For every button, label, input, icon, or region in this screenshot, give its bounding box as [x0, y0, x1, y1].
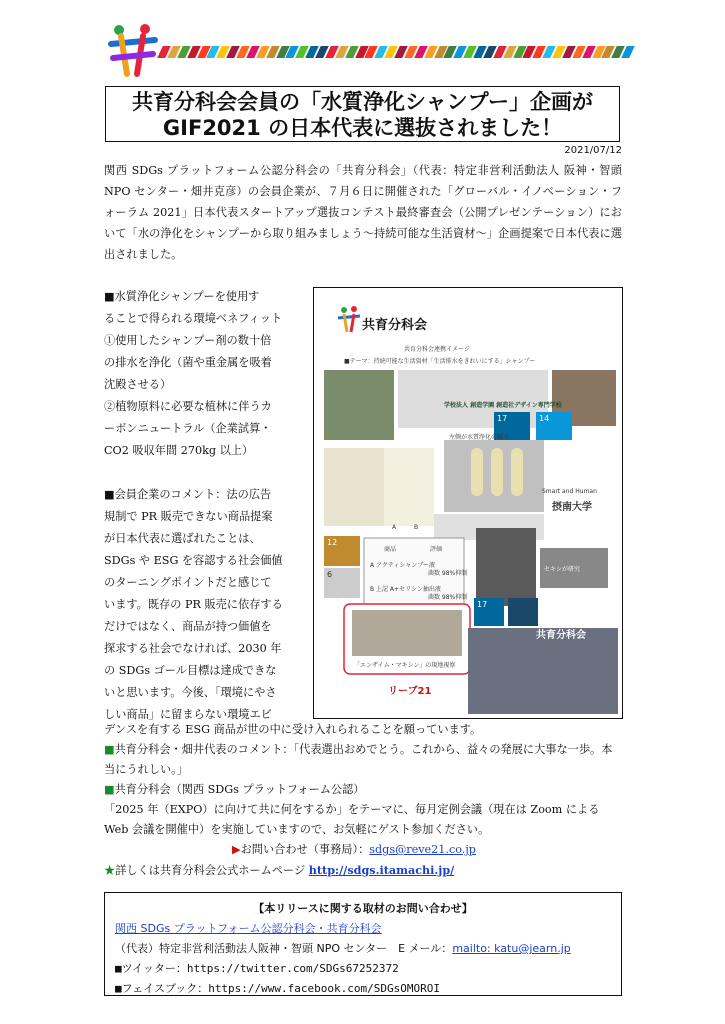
poster-sdg-12: 12	[327, 538, 338, 547]
rep-comment: ■共育分科会・畑井代表のコメント：「代表選出おめでとう。これから、益々の発展に大事な一歩。本当にうれしい。」	[104, 743, 613, 776]
column-line: います。既存の PR 販売に依存する	[104, 598, 283, 611]
column-line: の SDGs ゴール目標は達成できな	[104, 664, 277, 677]
title-line-2: GIF2021 の日本代表に選抜されました！	[162, 116, 563, 140]
comment-end: デンスを有する ESG 商品が世の中に受け入れられることを願っています。	[104, 723, 482, 736]
inquiry-line: ▶お問い合わせ（事務局）：sdgs@reve21.co.jp	[232, 843, 476, 856]
column-line: の排水を浄化（菌や重金属を吸着	[104, 356, 272, 369]
column-line: 探求する社会でなければ、2030 年	[104, 642, 282, 655]
column-line: ーボンニュートラル（企業試算・	[104, 422, 272, 435]
poster-tube-note: 左側が水質浄化の様子	[449, 434, 510, 441]
poster-univ: 摂南大学	[552, 502, 592, 513]
poster-table-r0c0: A アクティシャンプー液	[370, 562, 436, 569]
rep-email-link[interactable]: mailto: katu@jearn.jp	[452, 942, 571, 955]
poster-brand-2: 共育分科会	[536, 630, 586, 641]
column-line: 規制で PR 販売できない商品提案	[104, 510, 273, 523]
column-line: が日本代表に選ばれたことは、	[104, 532, 261, 545]
column-line: だけではなく、商品が持つ価値を	[104, 620, 272, 633]
poster-sdg-14: 14	[539, 414, 550, 423]
poster-tube-label-b: B	[414, 524, 419, 531]
poster-table-r1c0: B 上記 A+セリシン抽出液	[370, 586, 441, 593]
poster-table-head-0: 商品	[384, 546, 397, 553]
poster-brand: 共育分科会	[362, 318, 428, 333]
poster-stamp-note: セキシが研究	[544, 566, 580, 573]
details-line: ★詳しくは共育分科会公式ホームページ http://sdgs.itamachi.jp/	[104, 863, 455, 877]
poster-subtitle: 共育分科会連携イメージ	[404, 346, 470, 353]
poster-univ-en: Smart and Human	[542, 488, 597, 495]
column-line: ①使用したシャンプー剤の数十倍	[104, 334, 272, 347]
member-comment	[104, 484, 304, 726]
poster-sdg-6: 6	[327, 570, 333, 579]
about-body: 「2025 年（EXPO）に向けて共に何をするか」をテーマに、毎月定例会議（現在は Zoom による Web 会議を開催中）を実施していますので、お気軽にゲスト参加ください。	[104, 803, 600, 836]
column-line: ることで得られる環境ベネフィット	[104, 312, 283, 325]
facebook-line[interactable]: ■フェイスブック：https://www.facebook.com/SDGsOMOROI	[115, 982, 440, 995]
column-line: しい商品」に留まらない環境エビ	[104, 708, 272, 721]
poster-table-head-1: 評価	[430, 546, 443, 553]
triangle-icon: ▶	[232, 843, 241, 856]
twitter-line[interactable]: ■ツイッター：https://twitter.com/SDGs67252372	[115, 962, 399, 975]
inquiry-email-link[interactable]: sdgs@reve21.co.jp	[369, 843, 476, 856]
poster-tube-label-a: A	[392, 524, 397, 531]
poster-photo-caption: 「エンザイム・マキシン」の現地視察	[354, 662, 456, 669]
org-link[interactable]: 関西 SDGs プラットフォーム公認分科会・共育分科会	[115, 922, 382, 935]
column-line: 沈殿させる）	[104, 378, 172, 391]
star-icon: ★	[104, 864, 116, 877]
poster-logo2: リーブ21	[388, 686, 432, 697]
contact-box	[104, 892, 622, 996]
column-line: SDGs や ESG を容認する社会価値	[104, 554, 283, 567]
benefit-list	[104, 286, 304, 462]
poster-table-r0c1: 菌数 98%抑制	[428, 570, 468, 577]
column-line: のターニングポイントだと感じて	[104, 576, 272, 589]
poster-image	[313, 287, 623, 719]
kyoiku-logo-icon	[105, 22, 161, 78]
title-line-1: 共育分科会会員の「水質浄化シャンプー」企画が	[132, 90, 593, 114]
homepage-link[interactable]: http://sdgs.itamachi.jp/	[308, 863, 455, 877]
poster-school: 学校法人 創造学園 創造社デザイン専門学校	[444, 402, 562, 409]
lead-paragraph: 関西 SDGs プラットフォーム公認分科会の「共育分科会」（代表：特定非営利活動法人 阪神・智頭NPO センター・畑井克彦）の会員企業が、７月６日に開催された「グローバル・イノベーション・フォーラム 2021」日本代表スタートアップ選抜コンテスト最終審査会（公開プレゼンテーション）において「水の浄化をシャンプーから取り組みましょう〜持続可能な生活資材〜」企画提案で日本代表に選出されました。	[104, 164, 622, 261]
poster-sdg-17b: 17	[477, 600, 488, 609]
column-line: ■会員企業のコメント：法の広告	[104, 488, 272, 501]
column-line: ■水質浄化シャンプーを使用す	[104, 290, 260, 303]
closing-section	[104, 720, 622, 881]
release-date: 2021/07/12	[564, 145, 622, 156]
left-column	[104, 286, 304, 726]
page-title	[105, 86, 620, 142]
sdg-color-stripe	[160, 46, 632, 58]
contact-heading: 【本リリースに関する取材のお問い合わせ】	[253, 902, 473, 915]
poster-table-r1c1: 菌数 98%抑制	[428, 594, 468, 601]
about-title: ■共育分科会（関西 SDGs プラットフォーム公認）	[104, 783, 365, 796]
rep-contact: （代表）特定非営利活動法人阪神・智頭 NPO センター E メール：mailto: katu@jearn.jp	[115, 942, 571, 955]
column-line: いと思います。今後、「環境にやさ	[104, 686, 277, 699]
poster-sdg-17a: 17	[497, 414, 508, 423]
column-line: CO2 吸収年間 270kg 以上）	[104, 444, 254, 457]
column-line: ②植物原料に必要な植林に伴うカ	[104, 400, 272, 413]
poster-theme: ■テーマ：持続可能な生活資材「生活排水をきれいにする」シャンプー	[344, 358, 536, 365]
